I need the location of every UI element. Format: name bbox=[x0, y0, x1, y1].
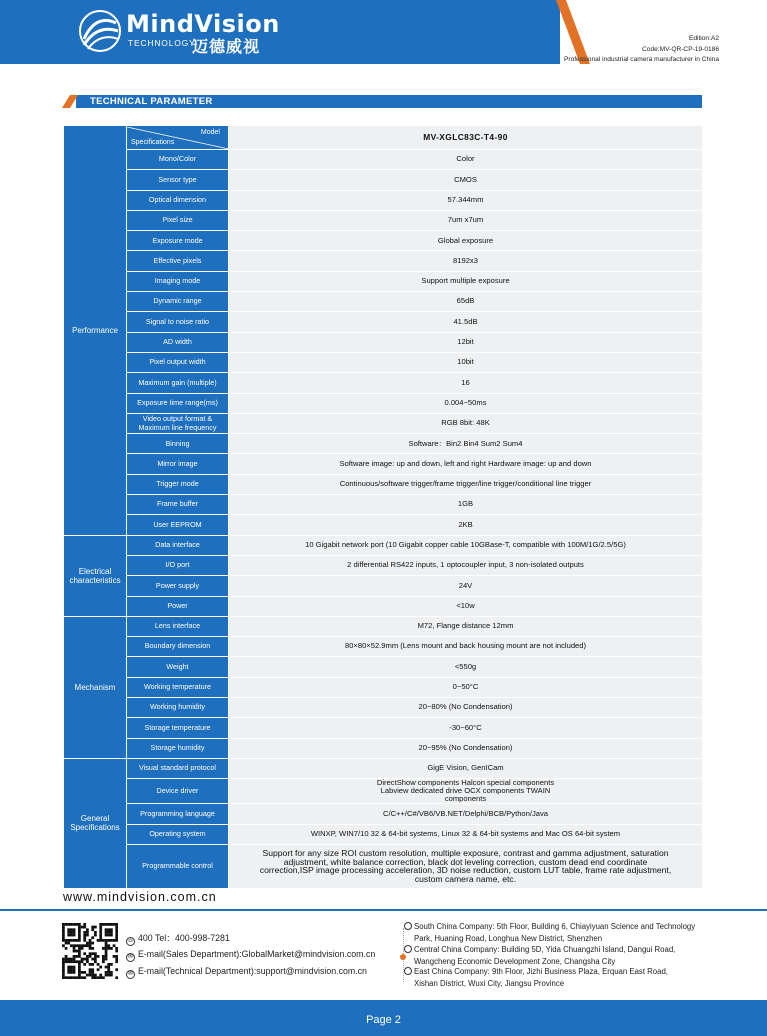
table-row bbox=[64, 434, 703, 454]
param-value: 20~95% (No Condensation) bbox=[229, 738, 703, 758]
param-label: Frame buffer bbox=[127, 495, 229, 515]
param-label: Exposure mode bbox=[127, 231, 229, 251]
table-row bbox=[64, 352, 703, 372]
param-value: 20~80% (No Condensation) bbox=[229, 698, 703, 718]
param-label: Binning bbox=[127, 434, 229, 454]
table-row bbox=[64, 251, 703, 271]
table-row bbox=[64, 190, 703, 210]
table-row bbox=[64, 824, 703, 844]
param-label: Power bbox=[127, 596, 229, 616]
param-label: Mono/Color bbox=[127, 150, 229, 170]
sales-email-text[interactable]: E-mail(Sales Department):GlobalMarket@mindvision.com.cn bbox=[138, 949, 376, 959]
param-value: WINXP, WIN7/10 32 & 64-bit systems, Linux 32 & 64-bit systems and Mac OS 64-bit system bbox=[229, 824, 703, 844]
param-value: Color bbox=[229, 150, 703, 170]
param-value: 8192x3 bbox=[229, 251, 703, 271]
param-label: Working temperature bbox=[127, 677, 229, 697]
phone-text: 400 Tel：400-998-7281 bbox=[138, 933, 230, 943]
param-label: Programming language bbox=[127, 804, 229, 824]
param-label: Lens interface bbox=[127, 616, 229, 636]
table-row bbox=[64, 576, 703, 596]
param-label: Programmable control bbox=[127, 844, 229, 888]
group-cell-electrical: Electrical characteristics bbox=[64, 535, 127, 616]
param-label: Device driver bbox=[127, 779, 229, 804]
spec-table bbox=[63, 125, 703, 889]
param-value: 41.5dB bbox=[229, 312, 703, 332]
support-email-contact bbox=[126, 966, 367, 979]
brand-chinese-name: 迈德威视 bbox=[192, 37, 261, 56]
table-row bbox=[64, 779, 703, 804]
table-row bbox=[64, 596, 703, 616]
param-value: C/C++/C#/VB6/VB.NET/Delphi/BCB/Python/Java bbox=[229, 804, 703, 824]
group-cell-general: General Specifications bbox=[64, 758, 127, 888]
param-value: CMOS bbox=[229, 170, 703, 190]
param-label: Dynamic range bbox=[127, 292, 229, 312]
table-row bbox=[64, 210, 703, 230]
param-label: Boundary dimension bbox=[127, 637, 229, 657]
location-pin-icon bbox=[404, 945, 412, 953]
model-name: MV-XGLC83C-T4-90 bbox=[229, 126, 703, 150]
param-value: 24V bbox=[229, 576, 703, 596]
param-label: Storage temperature bbox=[127, 718, 229, 738]
table-row bbox=[64, 231, 703, 251]
document-code: Code:MV-QR-CP-19-0186 bbox=[642, 45, 719, 53]
param-label: Imaging mode bbox=[127, 271, 229, 291]
param-label: Visual standard protocol bbox=[127, 758, 229, 778]
param-value: GigE Vision, GenICam bbox=[229, 758, 703, 778]
param-label: Weight bbox=[127, 657, 229, 677]
table-row bbox=[64, 637, 703, 657]
company-tagline: Professional industrial camera manufacturer in China bbox=[563, 56, 719, 63]
group-cell-mechanism: Mechanism bbox=[64, 616, 127, 758]
param-value: DirectShow components Halcon special components Labview dedicated drive OCX components TWAIN components bbox=[376, 778, 555, 804]
param-value-cell bbox=[229, 844, 703, 888]
table-row bbox=[64, 474, 703, 494]
table-row bbox=[64, 616, 703, 636]
param-value: 1GB bbox=[229, 495, 703, 515]
param-value: 80×80×52.9mm (Lens mount and back housing mount are not included) bbox=[229, 637, 703, 657]
address-south bbox=[414, 921, 704, 944]
phone-contact bbox=[126, 931, 230, 946]
table-header-row bbox=[64, 126, 703, 150]
table-row bbox=[64, 535, 703, 555]
table-row bbox=[64, 150, 703, 170]
param-value: <10w bbox=[229, 596, 703, 616]
param-value: 2 differential RS422 inputs, 1 optocoupler input, 3 non-isolated outputs bbox=[229, 555, 703, 575]
table-row bbox=[64, 292, 703, 312]
param-value: Support multiple exposure bbox=[229, 271, 703, 291]
email-icon: ✉ bbox=[127, 954, 134, 960]
param-label: Pixel size bbox=[127, 210, 229, 230]
phone-icon: ☏ bbox=[127, 938, 135, 944]
table-row bbox=[64, 413, 703, 433]
param-value: 0.004~50ms bbox=[229, 393, 703, 413]
table-row bbox=[64, 844, 703, 888]
param-label: Operating system bbox=[127, 824, 229, 844]
param-label: AD width bbox=[127, 332, 229, 352]
param-label: Trigger mode bbox=[127, 474, 229, 494]
table-row bbox=[64, 758, 703, 778]
table-row bbox=[64, 657, 703, 677]
table-row bbox=[64, 332, 703, 352]
param-label: Effective pixels bbox=[127, 251, 229, 271]
param-label: Maximum gain (multiple) bbox=[127, 373, 229, 393]
table-row bbox=[64, 738, 703, 758]
table-row bbox=[64, 312, 703, 332]
address-central bbox=[414, 944, 714, 967]
address-south-text: South China Company: 5th Floor, Building 6, Chiayiyuan Science and Technology Park, Huaning Road, Longhua New District, Shenzhen bbox=[414, 922, 696, 943]
logo-icon bbox=[78, 9, 122, 53]
page-header bbox=[0, 0, 767, 64]
support-email-text[interactable]: E-mail(Technical Department):support@mindvision.com.cn bbox=[138, 966, 367, 976]
param-label: Sensor type bbox=[127, 170, 229, 190]
param-value: Support for any size ROI custom resolution, multiple exposure, contrast and gamma adjustment, saturation adjustment, white balance correction, black dot leveling correction, custom dead end coordinate correction,ISP image processing acceleration, 3D noise reduction, custom LUT table, frame rate adjustment, custom camera name, etc. bbox=[259, 848, 672, 884]
table-row bbox=[64, 271, 703, 291]
param-value: 57.344mm bbox=[229, 190, 703, 210]
param-value: 10 Gigabit network port (10 Gigabit copper cable 10GBase-T, compatible with 100M/1G/2.5/5G) bbox=[229, 535, 703, 555]
param-value: Continuous/software trigger/frame trigger/line trigger/conditional line trigger bbox=[229, 474, 703, 494]
param-label: Signal to noise ratio bbox=[127, 312, 229, 332]
table-row bbox=[64, 555, 703, 575]
param-value: Software：Bin2 Bin4 Sum2 Sum4 bbox=[229, 434, 703, 454]
edition-label: Edition:A2 bbox=[688, 35, 719, 42]
address-east bbox=[414, 966, 684, 989]
param-label: Pixel output width bbox=[127, 352, 229, 372]
param-value: <550g bbox=[229, 657, 703, 677]
website-url[interactable]: www.mindvision.com.cn bbox=[63, 890, 217, 904]
param-label: Video output format & Maximum line frequency bbox=[127, 413, 229, 433]
param-value: 16 bbox=[229, 373, 703, 393]
param-value: 12bit bbox=[229, 332, 703, 352]
footer-divider bbox=[0, 909, 767, 911]
param-value: 2KB bbox=[229, 515, 703, 535]
header-model-label: Model bbox=[200, 128, 220, 136]
param-label: Data interface bbox=[127, 535, 229, 555]
param-label: Storage humidity bbox=[127, 738, 229, 758]
table-row bbox=[64, 718, 703, 738]
sales-email-contact bbox=[126, 949, 375, 962]
table-row bbox=[64, 804, 703, 824]
param-label: Optical dimension bbox=[127, 190, 229, 210]
section-title-bar bbox=[62, 95, 702, 108]
email-icon: ✉ bbox=[127, 971, 134, 977]
param-label: I/O port bbox=[127, 555, 229, 575]
section-title: TECHNICAL PARAMETER bbox=[90, 96, 213, 107]
param-label: Mirror image bbox=[127, 454, 229, 474]
qr-code-icon bbox=[62, 923, 118, 979]
table-row bbox=[64, 515, 703, 535]
param-label: Power supply bbox=[127, 576, 229, 596]
page-number: Page 2 bbox=[366, 1014, 401, 1026]
param-value: 0~50°C bbox=[229, 677, 703, 697]
param-value: 10bit bbox=[229, 352, 703, 372]
group-cell-performance: Performance bbox=[64, 126, 127, 536]
table-row bbox=[64, 454, 703, 474]
document-meta bbox=[564, 34, 719, 66]
param-value: 65dB bbox=[229, 292, 703, 312]
param-label: User EEPROM bbox=[127, 515, 229, 535]
table-row bbox=[64, 698, 703, 718]
param-label: Exposure time range(ms) bbox=[127, 393, 229, 413]
address-central-text: Central China Company: Building 5D, Yida Chuangzhi Island, Dangui Road, Wangcheng Economic Development Zone, Changsha City bbox=[414, 945, 676, 966]
table-row bbox=[64, 677, 703, 697]
address-east-text: East China Company: 9th Floor, Jizhi Business Plaza, Erquan East Road, Xishan District, Wuxi City, Jiangsu Province bbox=[414, 967, 668, 988]
location-pin-icon bbox=[404, 922, 412, 930]
brand-name: MindVision bbox=[126, 10, 280, 38]
param-value-cell bbox=[229, 779, 703, 804]
section-accent-stripe bbox=[62, 95, 82, 108]
location-pin-icon bbox=[404, 967, 412, 975]
header-spec-label: Specifications bbox=[131, 138, 175, 146]
param-value: -30~60°C bbox=[229, 718, 703, 738]
table-row bbox=[64, 170, 703, 190]
header-corner-cell bbox=[127, 126, 229, 150]
table-row bbox=[64, 495, 703, 515]
param-value: 7um x7um bbox=[229, 210, 703, 230]
brand-subtitle: TECHNOLOGY bbox=[128, 38, 196, 48]
param-value: M72, Flange distance 12mm bbox=[229, 616, 703, 636]
param-label: Working humidity bbox=[127, 698, 229, 718]
address-marker-dot bbox=[400, 954, 406, 960]
param-value: RGB 8bit: 48K bbox=[229, 413, 703, 433]
param-value: Global exposure bbox=[229, 231, 703, 251]
param-value: Software image: up and down, left and right Hardware image: up and down bbox=[229, 454, 703, 474]
table-row bbox=[64, 393, 703, 413]
table-row bbox=[64, 373, 703, 393]
